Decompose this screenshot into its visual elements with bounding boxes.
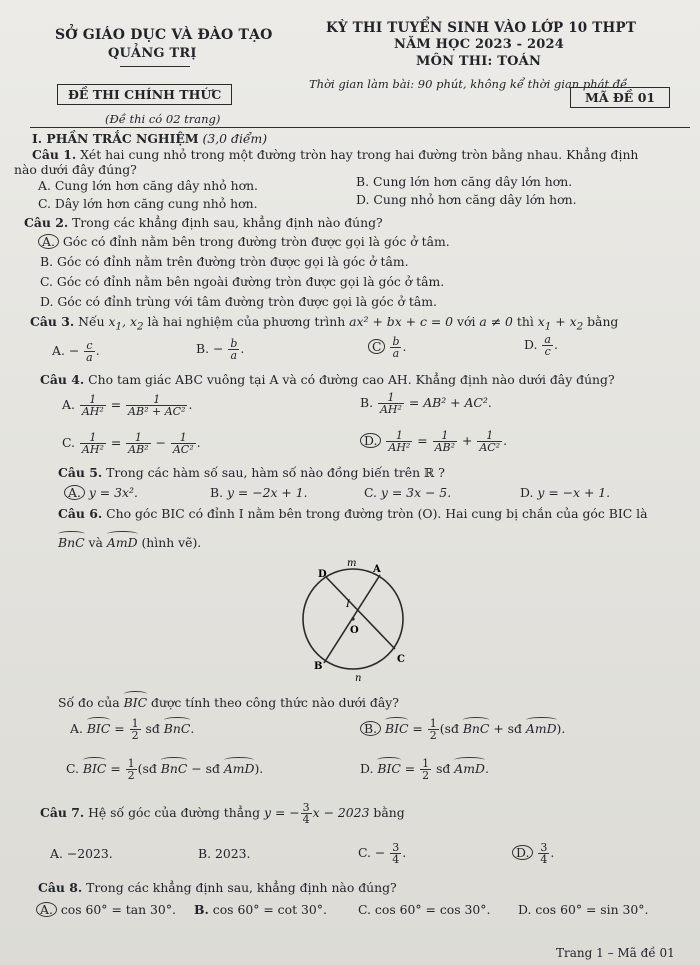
q6-option-d: D. BIC = $\frac{1}{2}$ sđ AmD.	[360, 757, 489, 782]
q5-text: Câu 5. Trong các hàm số sau, hàm số nào đồng biến trên ℝ ?	[58, 465, 445, 480]
q5-option-d: D. y = −x + 1.	[520, 485, 611, 500]
q7-text: Câu 7. Hệ số góc của đường thẳng y = − $\frac{3}{4}$ x − 2023 bằng	[40, 801, 405, 826]
q3-option-c: C $\frac{b}{a}$ .	[368, 336, 406, 359]
q6-option-a: A. BIC = $\frac{1}{2}$ sđ BnC.	[70, 717, 195, 742]
time-note: Thời gian làm bài: 90 phút, không kể thời gian phát đề	[309, 77, 628, 91]
subject: MÔN THI: TOÁN	[416, 54, 542, 69]
q1-option-d: D. Cung nhỏ hơn căng dây lớn hơn.	[356, 192, 577, 207]
q6-option-b: B. BIC = $\frac{1}{2}$ (sđ BnC + sđ AmD).	[360, 718, 565, 741]
q3-option-d: D. $\frac{a}{c}$ .	[524, 333, 558, 358]
q7-option-a: A. −2023.	[50, 846, 113, 861]
q8-option-b: B. cos 60° = cot 30°.	[194, 902, 327, 917]
chord-dc	[326, 577, 395, 649]
q1-option-b: B. Cung lớn hơn căng dây lớn hơn.	[356, 174, 573, 189]
q1-text2: nào dưới đây đúng?	[14, 162, 137, 177]
q6-option-c: C. BIC = $\frac{1}{2}$ (sđ BnC − sđ AmD).	[66, 757, 264, 782]
q8-option-c: C. cos 60° = cos 30°.	[358, 902, 491, 917]
label-n: n	[355, 673, 362, 684]
dept-underline	[120, 66, 190, 67]
pages-note: (Đề thi có 02 trang)	[105, 112, 221, 126]
q4-text: Câu 4. Cho tam giác ABC vuông tại A và có đường cao AH. Khẳng định nào dưới đây đúng?	[40, 372, 615, 387]
q2-option-b: B. Góc có đỉnh nằm trên đường tròn được gọi là góc ở tâm.	[40, 254, 409, 269]
q1-option-a: A. Cung lớn hơn căng dây nhỏ hơn.	[38, 178, 258, 193]
dept-line1: SỞ GIÁO DỤC VÀ ĐÀO TẠO	[55, 27, 273, 43]
q7-option-d: D. $\frac{3}{4}$ .	[512, 842, 554, 865]
q5-option-b: B. y = −2x + 1.	[210, 485, 308, 500]
exam-code: MÃ ĐỀ 01	[570, 87, 670, 108]
label-o: O	[350, 625, 359, 636]
q6-figure	[290, 555, 420, 685]
label-a: A	[373, 564, 381, 575]
q1-option-c: C. Dây lớn hơn căng cung nhỏ hơn.	[38, 196, 258, 211]
label-c: C	[397, 654, 405, 665]
q3-option-a: A. − $\frac{c}{a}$ .	[52, 339, 100, 364]
exam-title: KỲ THI TUYỂN SINH VÀO LỚP 10 THPT	[326, 20, 637, 36]
q7-option-b: B. 2023.	[198, 846, 251, 861]
q6-text1: Câu 6. Cho góc BIC có đỉnh I nằm bên trong đường tròn (O). Hai cung bị chắn của góc BIC là	[58, 506, 648, 521]
q2-option-c: C. Góc có đỉnh nằm bên ngoài đường tròn được gọi là góc ở tâm.	[40, 274, 445, 289]
section-title: I. PHẦN TRẮC NGHIỆM (3,0 điểm)	[32, 131, 268, 146]
school-year: NĂM HỌC 2023 - 2024	[394, 37, 564, 52]
label-m: m	[347, 558, 357, 569]
q2-option-a: A. Góc có đỉnh nằm bên trong đường tròn được gọi là góc ở tâm.	[38, 234, 450, 249]
q8-text: Câu 8. Trong các khẳng định sau, khẳng định nào đúng?	[38, 880, 397, 895]
q2-text: Câu 2. Trong các khẳng định sau, khẳng định nào đúng?	[24, 215, 383, 230]
q8-option-d: D. cos 60° = sin 30°.	[518, 902, 649, 917]
q3-option-b: B. − $\frac{b}{a}$ .	[196, 337, 245, 362]
header-divider	[30, 127, 690, 128]
q6-ask: Số đo của BIC được tính theo công thức nào dưới đây?	[58, 692, 399, 710]
label-b: B	[314, 661, 323, 672]
page-footer: Trang 1 – Mã đề 01	[556, 946, 675, 960]
q2-option-d: D. Góc có đỉnh trùng với tâm đường tròn được gọi là góc ở tâm.	[40, 294, 437, 309]
q7-option-c: C. − $\frac{3}{4}$ .	[358, 841, 407, 866]
official-label: ĐỀ THI CHÍNH THỨC	[57, 84, 232, 105]
q4-option-d: D. $\frac{1}{\text{AH²}}$ = $\frac{1}{\text{AB²}}$ + $\frac{1}{\text{AC²}}$ .	[360, 430, 507, 453]
q4-option-b: B. $\frac{1}{\text{AH²}}$ = AB² + AC².	[360, 391, 492, 416]
q5-option-a: A. y = 3x².	[64, 485, 138, 500]
q5-option-c: C. y = 3x − 5.	[364, 485, 452, 500]
q8-option-a: A. cos 60° = tan 30°.	[36, 902, 176, 917]
q1-text: Câu 1. Xét hai cung nhỏ trong một đường tròn hay trong hai đường tròn bằng nhau. Khẳng định	[32, 147, 639, 162]
q3-text: Câu 3. Nếu $x_1$, $x_2$ là hai nghiệm của phương trình ax² + bx + c = 0 với a ≠ 0 thì $x_1 + x_2$ bằng	[30, 314, 619, 333]
center-dot	[351, 617, 354, 620]
label-d: D	[318, 569, 327, 580]
q6-text2: BnC và AmD (hình vẽ).	[58, 532, 201, 550]
dept-line2: QUẢNG TRỊ	[108, 46, 197, 61]
q4-option-a: A. $\frac{1}{\text{AH²}}$ = $\frac{1}{\text{AB² + AC²}}$ .	[62, 393, 193, 418]
q4-option-c: C. $\frac{1}{\text{AH²}}$ = $\frac{1}{\text{AB²}}$ − $\frac{1}{\text{AC²}}$ .	[62, 431, 201, 456]
label-i: I	[346, 599, 350, 610]
